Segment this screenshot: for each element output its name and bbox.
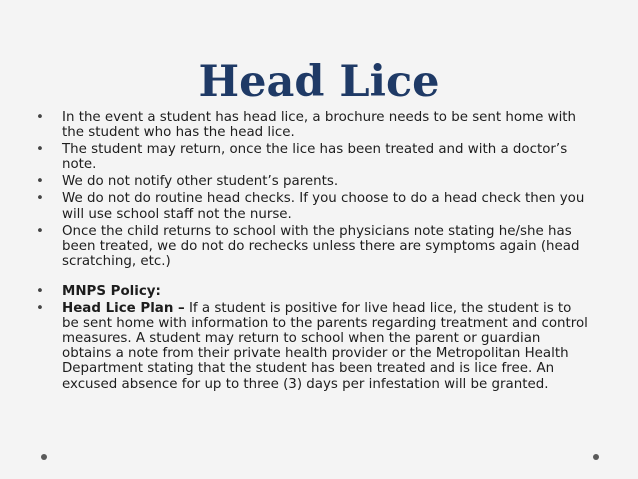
bullet-text: The student may return, once the lice has been treated and with a doctor’s note. xyxy=(62,142,568,173)
bullet-item xyxy=(36,142,592,172)
bullet-list xyxy=(36,110,592,394)
policy-plan-text: If a student is positive for live head lice, the student is to be sent home with information to the parents regarding treatment and control measures. A student may return to school when the parent or guardian obtains a note from their private health provider or the Metropolitan Health Department stating that the student has been treated and is lice free. An excused absence for up to three (3) days per infestation will be granted. xyxy=(62,301,588,392)
bullet-text: In the event a student has head lice, a brochure needs to be sent home with the student who has the head lice. xyxy=(62,110,577,141)
bullet-text: We do not do routine head checks. If you choose to do a head check then you will use school staff not the nurse. xyxy=(62,191,585,222)
bullet-text: We do not notify other student’s parents. xyxy=(62,174,339,190)
decorative-dot-left xyxy=(41,454,47,460)
decorative-dot-right xyxy=(593,454,599,460)
policy-heading: MNPS Policy: xyxy=(62,283,161,299)
slide-title: Head Lice xyxy=(198,57,440,107)
bullet-item xyxy=(36,110,592,140)
policy-plan-item xyxy=(36,301,592,392)
bullet-item xyxy=(36,224,592,269)
bullet-text: Once the child returns to school with the physicians note stating he/she has been treated, we do not do rechecks unless there are symptoms again (head scratching, etc.) xyxy=(62,223,580,269)
policy-heading-item xyxy=(36,284,592,299)
bullet-item xyxy=(36,174,592,189)
bullet-item xyxy=(36,191,592,221)
policy-plan-label: Head Lice Plan – xyxy=(62,301,185,317)
